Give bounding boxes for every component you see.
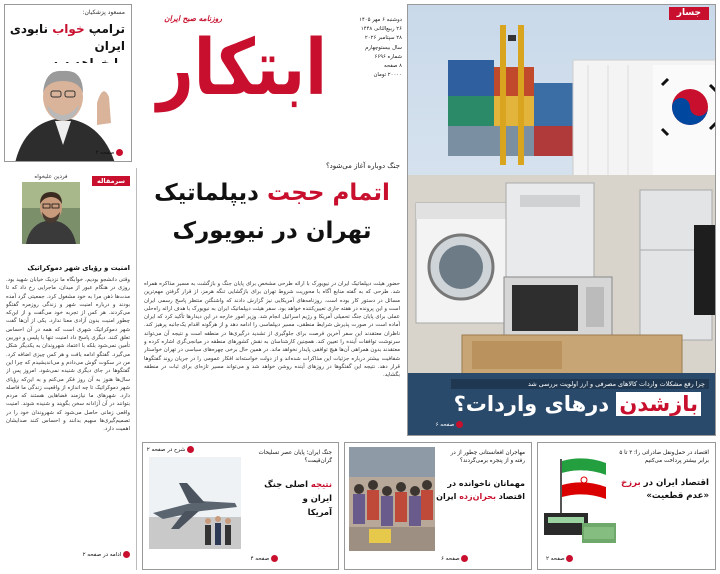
box-kicker: مهاجران افغانستانی چطور از در رفته و از پنجره برمی‌گردند؟ (450, 450, 525, 464)
bottom-box-economy[interactable] (537, 442, 716, 570)
box-headline-pre: اقتصاد ایران در (643, 478, 709, 488)
page-dot-icon (116, 149, 123, 156)
lead-headline[interactable] (144, 174, 400, 250)
box-page-ref[interactable] (546, 555, 573, 562)
page-dot-icon (456, 421, 463, 428)
photo-panel[interactable] (407, 4, 716, 436)
column-section-badge: سرمقاله (92, 176, 130, 186)
column-page-ref-text: ادامه در صفحه ۲ (82, 552, 122, 558)
teaser-page-ref[interactable] (96, 149, 123, 156)
box-page-ref[interactable] (251, 555, 278, 562)
photo-tag: جسار (669, 7, 709, 20)
lead-body: حضور هیئت دیپلماتیک ایران در نیویورک با ارائه طرحی مشخص برای پایان جنگ و بازگشت به مسیر مذاکره همراه شد. طرحی که به گفته منابع آگاه با محوریت شروط تهران برای بازگشایی تنگه هرمز، از قرار گرفتن مهم‌ترین مسائل در دستور کار بوده است. روزنامه‌های آمریکایی نیز گزارش دادند که واشنگتن منتظر پاسخ رسمی ایران است و این پرونده در هفته جاری تعیین‌کننده خواهد بود. سفر هیئت دیپلماتیک ایران به نیویورک با هدف ارائه راه‌حلی عملی برای پایان جنگ تحمیلی آمریکا و رژیم اسرائیل انجام شد. وزیر امور خارجه در این دیدارها تأکید کرد که ایران آماده است در صورت پذیرش شرایط منطقی، مسیر دیپلماسی را ادامه دهد و از هرگونه اقدام یک‌جانبه پرهیز کند. ناظران معتقدند این سفر آخرین فرصت برای جلوگیری از تشدید درگیری‌ها در منطقه است و نتیجه آن می‌تواند سرنوشت توافقات آینده را تعیین کند. همچنین کارشناسان به نقش کشورهای منطقه در میانجی‌گری اشاره کرده و معتقدند بدون همراهی آن‌ها هیچ توافقی پایدار نخواهد ماند. در همین حال برخی چهره‌های سیاسی در تهران خواستار شفافیت بیشتر درباره جزئیات این مذاکرات شده‌اند و از دولت خواسته‌اند افکار عمومی را در جریان روند گفتگوها قرار دهد. نتیجه این گفتگوها در روزهای آینده روشن خواهد شد و می‌تواند مسیر تازه‌ای برای ثبات در منطقه بگشاید. (144, 281, 400, 379)
box-headline-post: اصلی جنگ ایران و (264, 479, 332, 503)
page-dot-icon (461, 555, 468, 562)
issue-line: دوشنبه ۶ مهر ۱۴۰۵ (359, 17, 402, 23)
page-dot-icon (123, 551, 130, 558)
column-title: امنیت و رؤیای شهر دموکراتیک (27, 264, 130, 272)
fighter-jet-photo (149, 457, 241, 549)
imports-photo (408, 5, 716, 436)
flag-graphic (542, 453, 618, 549)
bottom-box-war[interactable] (142, 442, 339, 570)
photo-caption-small: چرا رفع مشکلات واردات کالاهای مصرفی و ارز اولویت بررسی شد (451, 379, 709, 389)
column-author: فردین علیخواه (34, 174, 68, 180)
issue-line: ۲۰۰۰۰ تومان (373, 72, 402, 79)
box-headline-red: برزخ (620, 478, 641, 488)
box-page-ref-text: صفحه ۴ (250, 556, 270, 562)
issue-line: شماره ۶۶۹۶ (374, 53, 402, 60)
teaser-kicker: مسعود پزشکیان: (82, 9, 125, 16)
box-headline-post: ایران (436, 492, 457, 501)
photo-headline-rest: درهای واردات؟ (453, 392, 610, 416)
box-headline (433, 477, 525, 503)
box-page-ref[interactable] (441, 555, 468, 562)
column-page-ref[interactable] (83, 551, 130, 558)
box-headline-red: بحران‌زده (459, 492, 496, 501)
teaser-headline-post: نابودی ایران (9, 22, 125, 53)
teaser-headline-red: خواب (52, 22, 85, 36)
author-portrait (22, 182, 80, 244)
box-kicker: اقتصاد در حمل‌ونقل صادراتی را؛ ۳ تا ۵ برابر بیشتر پرداخت می‌کنیم (619, 450, 709, 464)
teaser-headline-pre: ترامپ (88, 22, 125, 36)
photo-page-ref-text: صفحه ۶ (435, 422, 455, 428)
masthead-logo: ابتکار (156, 24, 328, 114)
masthead-sub-logo: روزنامه صبح ایران (164, 14, 222, 23)
box-kicker: جنگ ایران؛ پایان عصر تسلیحات گران‌قیمت؟ (258, 450, 332, 464)
masthead (138, 4, 404, 154)
president-portrait (5, 63, 132, 162)
page-dot-icon (271, 555, 278, 562)
column-body: وقتی دانشجو بودیم، خوابگاه ما نزدیک خیابان شهید بود. روزی در هنگام عبور از میدان، ماجرایی رخ داد که تا مدت‌ها ذهن مرا به خود مشغول کرد. جمعیتی گرد آمده بودند و درباره امنیت شهر و زندگی روزمره گفتگو می‌کردند. هر کس از تجربه خود می‌گفت و از این‌که چطور امنیت بدون آزادی معنا ندارد. یکی از آن‌ها گفت شهر دموکراتیک شهری است که همه در آن احساس تعلق کنند. دیگری پاسخ داد امنیت تنها با پلیس و دوربین تأمین نمی‌شود بلکه با اعتماد شهروندان به یکدیگر شکل می‌گیرد. گفتگو ادامه یافت و هر کس چیزی اضافه کرد. من در سکوت گوش می‌دادم و می‌اندیشیدم که چرا این گفتگوها در جای دیگری شنیده نمی‌شود. امروز پس از سال‌ها هنوز به آن روز فکر می‌کنم و به این‌که رؤیای شهر دموکراتیک تا چه اندازه از واقعیت زندگی ما فاصله دارد. شهرهای ما نیازمند فضاهایی هستند که مردم بتوانند در آن آزادانه سخن بگویند و شنیده شوند. امنیت واقعی زمانی حاصل می‌شود که شهروندان خود را در تصمیم‌گیری‌ها سهیم بدانند و احساس کنند صدایشان اهمیت دارد. (6, 277, 130, 433)
box-headline-pre: اقتصاد (498, 492, 525, 501)
lead-headline-line2: تهران در نیویورک (172, 218, 372, 244)
lead-headline-rest: دیپلماتیک (154, 180, 259, 206)
issue-info (352, 16, 402, 80)
teaser-left[interactable] (4, 4, 132, 162)
box-headline-line1: مهمانان ناخوانده در (447, 479, 525, 488)
teaser-page-ref-text: صفحه ۲ (95, 150, 115, 156)
column-divider (136, 168, 137, 570)
lead-kicker: جنگ دوباره آغاز می‌شود؟ (325, 162, 400, 170)
box-headline-line2: آمریکا (307, 507, 332, 517)
issue-line: ۲۸ سپتامبر ۲۰۲۶ (364, 35, 402, 42)
editorial-column (4, 172, 132, 570)
bottom-box-migrants[interactable] (344, 442, 532, 570)
box-headline-red: نتیجه (310, 479, 332, 489)
box-headline (242, 477, 332, 519)
box-page-ref-text: صفحه ۲ (546, 556, 565, 562)
photo-headline-red: بازشدن (616, 392, 701, 416)
issue-line: ۸ صفحه (384, 63, 402, 70)
photo-headline[interactable] (411, 391, 701, 417)
issue-line: سال بیستوچهارم (365, 44, 402, 51)
lead-story (142, 158, 404, 458)
lead-page-ref-text: شرح در صفحه ۲ (146, 447, 186, 453)
crowd-photo (349, 447, 435, 551)
box-headline-line2: «عدم قطعیت» (646, 491, 709, 501)
lead-headline-red: اتمام حجت (266, 180, 390, 206)
box-headline (613, 477, 709, 503)
photo-page-ref[interactable] (436, 421, 463, 428)
page-dot-icon (566, 555, 573, 562)
issue-line: ۲۶ ربیع‌الثانی ۱۴۴۸ (360, 26, 402, 33)
box-page-ref-text: صفحه ۶ (441, 556, 460, 562)
